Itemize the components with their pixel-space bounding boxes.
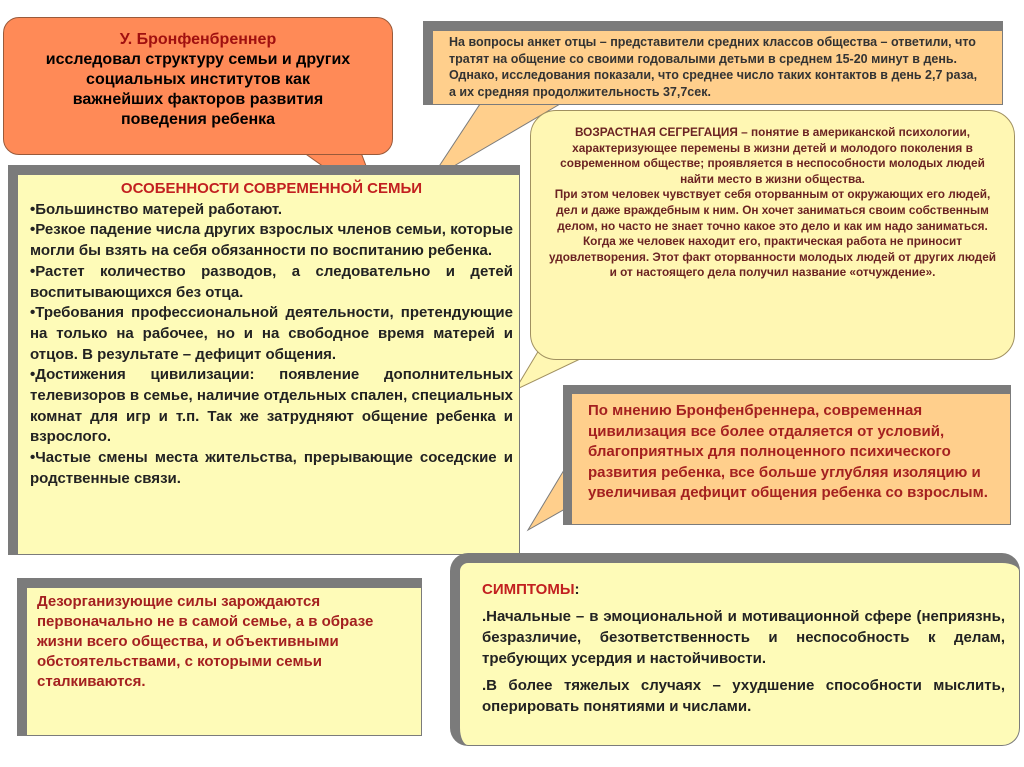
bronfenbrenner-callout	[3, 17, 393, 155]
symptoms-colon: :	[574, 581, 580, 598]
disorganizing-forces-box	[17, 578, 422, 736]
feature-item: •Резкое падение числа других взрослых членов семьи, которые могли бы взять на себя обязанности по воспитанию ребенка.	[30, 221, 513, 260]
bronfenbrenner-line: исследовал структуру семьи и других	[45, 51, 351, 68]
opinion-text: По мнению Бронфенбреннера, современная цивилизация все более отдаляется от условий, благоприятных для полноценного психического развития ребенка, все больше углубляя изоляцию и увеличивая дефицит общения ребенка со взрослым.	[588, 402, 988, 501]
feature-item: •Требования профессиональной деятельности, претендующие на только на рабочее, но и на свободное время матерей и отцов. В результате – дефицит общения.	[30, 304, 513, 363]
symptoms-title: СИМПТОМЫ	[482, 581, 575, 598]
age-segregation-oval	[530, 110, 1015, 360]
bronfenbrenner-opinion-box	[563, 385, 1011, 525]
statistics-box	[423, 21, 1003, 105]
segregation-definition: ВОЗРАСТНАЯ СЕГРЕГАЦИЯ – понятие в американской психологии, характеризующее перемены в жизни детей и молодого поколения в современном обществе; проявляется в неспособности молодых людей найти место в жизни общества.	[560, 125, 985, 186]
forces-text: Дезорганизующие силы зарождаются первоначально не в самой семье, а в образе жизни всего общества, и объективными обстоятельствами, с которыми семьи сталкиваются.	[37, 593, 374, 690]
segregation-description: При этом человек чувствует себя оторванным от окружающих его людей, дел и даже враждебным к ним. Он хочет заниматься своим собственным делом, но часто не знает точно какое это дело и как им надо заниматься. Когда же человек находит его, практическая работа не приносит удовлетворения. Этот факт оторванности молодых людей от других людей и от настоящего дела получил название «отчуждение».	[548, 187, 997, 280]
symptom-item: .В более тяжелых случаях – ухудшение способности мыслить, оперировать понятиями и числами.	[482, 677, 1005, 715]
bronfenbrenner-name: У. Бронфенбреннер	[119, 31, 277, 48]
bronfenbrenner-line: поведения ребенка	[120, 111, 276, 128]
feature-item: •Частые смены места жительства, прерывающие соседские и родственные связи.	[30, 449, 513, 487]
features-title: ОСОБЕННОСТИ СОВРЕМЕННОЙ СЕМЬИ	[120, 180, 423, 197]
bronfenbrenner-line: социальных институтов как	[86, 71, 310, 88]
statistics-text: На вопросы анкет отцы – представители средних классов общества – ответили, что тратят на общение со своими годовалыми детьми в среднем 15-20 минут в день. Однако, исследования показали, что среднее число таких контактов в день 2,7 раза, а их средняя продолжительность 37,7сек.	[449, 35, 978, 99]
feature-item: •Растет количество разводов, а следовательно и детей воспитывающихся без отца.	[30, 262, 513, 301]
feature-item: •Большинство матерей работают.	[30, 200, 283, 218]
symptoms-box	[450, 553, 1020, 746]
symptom-item: .Начальные – в эмоциональной и мотивационной сфере (неприязнь, безразличие, безответственность и неспособность к делам, требующих усердия и настойчивости.	[482, 608, 1005, 667]
modern-family-features-box	[8, 165, 520, 555]
bronfenbrenner-line: важнейших факторов развития	[72, 91, 324, 108]
feature-item: •Достижения цивилизации: появление дополнительных телевизоров в семье, наличие отдельных спален, специальных комнат для игр и т.п. Так же затрудняют общение ребенка и взрослого.	[30, 366, 513, 446]
